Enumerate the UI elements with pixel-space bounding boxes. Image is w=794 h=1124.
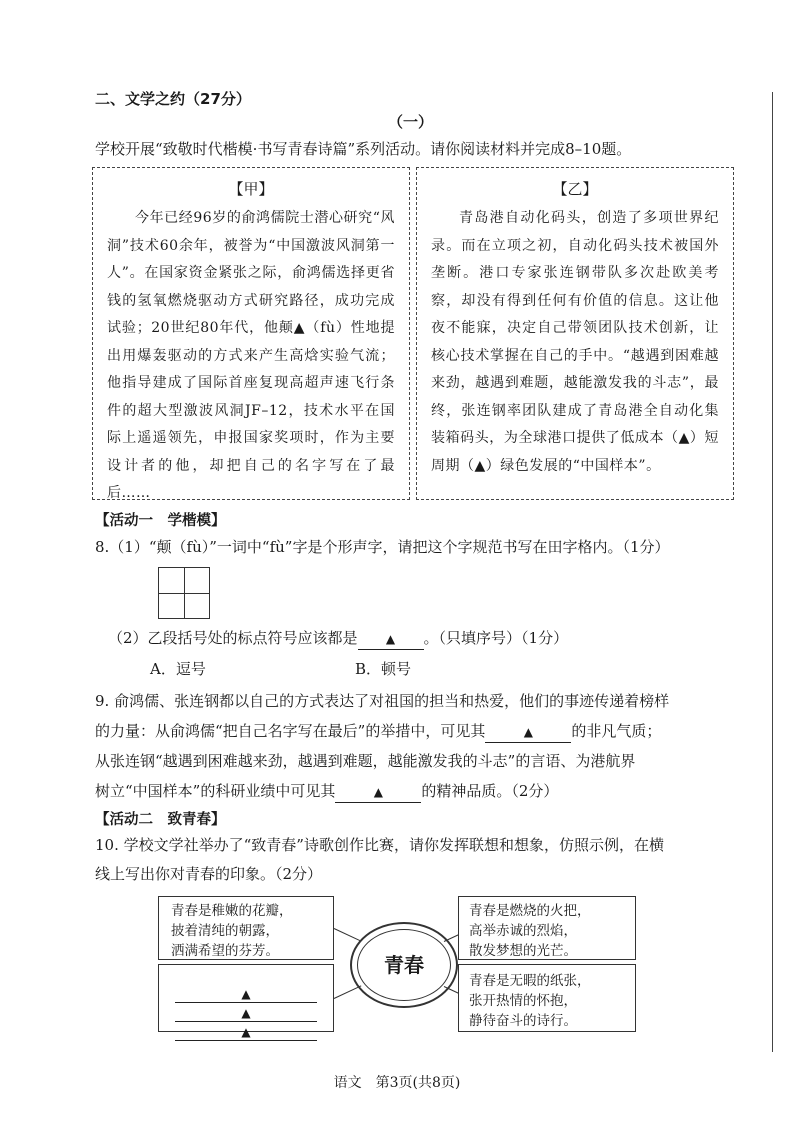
answer-line-1[interactable] [175, 986, 317, 1003]
answer-blank-9-2[interactable] [335, 781, 421, 803]
answer-line-3[interactable] [175, 1024, 317, 1041]
box-title-yi: 【乙】 [552, 180, 598, 198]
triangle-icon: ▲ [373, 785, 383, 799]
answer-line-2[interactable] [175, 1005, 317, 1022]
triangle-icon: ▲ [523, 725, 533, 739]
activity-two-heading: 【活动二 致青春】 [95, 812, 226, 828]
option-b: B．顿号 [355, 660, 412, 678]
question-8-2: （2）乙段括号处的标点符号应该都是 ▲ 。（只填序号）（1分） [108, 623, 568, 653]
question-8-1: 8.（1）“颠（fù）”一词中“fù”字是个形声字，请把这个字规范书写在田字格内。（1分） [95, 538, 670, 556]
triangle-icon: ▲ [241, 1025, 251, 1039]
box-text-yi: 青岛港自动化码头，创造了多项世界纪录。而在立项之初，自动化码头技术被国外垄断。港口专家张连钢带队多次赴欧美考察，却没有得到任何有价值的信息。这让他夜不能寐，决定自己带领团队技术创新，让核心技术掌握在自己的手中。“越遇到困难越来劲，越遇到难题，越能激发我的斗志”，最终，张连钢率团队建成了青岛港全自动化集装箱码头，为全球港口提供了低成本（▲）短周期（▲）绿色发展的“中国样本”。 [431, 210, 719, 474]
page-footer: 语文 第3页(共8页) [333, 1075, 461, 1091]
answer-blank-9-1[interactable] [485, 721, 571, 743]
center-word: 青春 [384, 953, 424, 977]
poem-example-top-left: 青春是稚嫩的花瓣， 披着清纯的朝露， 洒满希望的芬芳。 [158, 896, 334, 960]
poem-example-top-right: 青春是燃烧的火把， 高举赤诚的烈焰， 散发梦想的光芒。 [458, 896, 636, 960]
material-box-jia [92, 167, 410, 500]
triangle-icon: ▲ [241, 1006, 251, 1020]
intro-text: 学校开展“致敬时代楷模·书写青春诗篇”系列活动。请你阅读材料并完成8–10题。 [95, 140, 632, 158]
question-9-line1: 9. 俞鸿儒、张连钢都以自己的方式表达了对祖国的担当和热爱，他们的事迹传递着榜样 [95, 692, 670, 710]
question-10-line1: 10. 学校文学社举办了“致青春”诗歌创作比赛，请你发挥联想和想象，仿照示例，在横 [95, 836, 664, 854]
question-9-line3: 从张连钢“越遇到困难越来劲，越遇到难题，越能激发我的斗志”的言语、为港航界 [95, 752, 636, 770]
material-box-yi [416, 167, 734, 500]
part-title: （一） [388, 113, 434, 131]
question-9-line4: 树立“中国样本”的科研业绩中可见其 ▲ 的精神品质。（2分） [95, 776, 558, 806]
box-text-jia: 今年已经96岁的俞鸿儒院士潜心研究“风洞”技术60余年，被誉为“中国激波风洞第一人”。在国家资金紧张之际，俞鸿儒选择更省钱的氢氧燃烧驱动方式研究路径，成功完成试验；20世纪80年代，他颠▲（fù）性地提出用爆轰驱动的方式来产生高焓实验气流；他指导建成了国际首座复现高超声速飞行条件的超大型激波风洞JF–12，技术水平在国际上遥遥领先，申报国家奖项时，作为主要设计者的他，却把自己的名字写在了最后…… [107, 210, 395, 501]
connector-line [334, 928, 362, 942]
question-10-line2: 线上写出你对青春的印象。（2分） [95, 865, 323, 883]
tianzige-grid[interactable] [158, 567, 210, 619]
triangle-icon: ▲ [385, 632, 396, 646]
triangle-icon: ▲ [241, 987, 251, 1001]
question-9-line2: 的力量：从俞鸿儒“把自己名字写在最后”的举措中，可见其 ▲ 的非凡气质； [95, 716, 661, 746]
poem-example-bottom-right: 青春是无暇的纸张， 张开热情的怀抱， 静待奋斗的诗行。 [458, 964, 636, 1032]
box-title-jia: 【甲】 [228, 180, 274, 198]
activity-one-heading: 【活动一 学楷模】 [95, 513, 226, 529]
section-title: 二、文学之约（27分） [95, 90, 251, 108]
poem-answer-box [158, 964, 334, 1039]
option-a: A．逗号 [150, 660, 206, 678]
answer-blank-8-2[interactable] [358, 628, 424, 650]
margin-line [772, 92, 773, 1052]
